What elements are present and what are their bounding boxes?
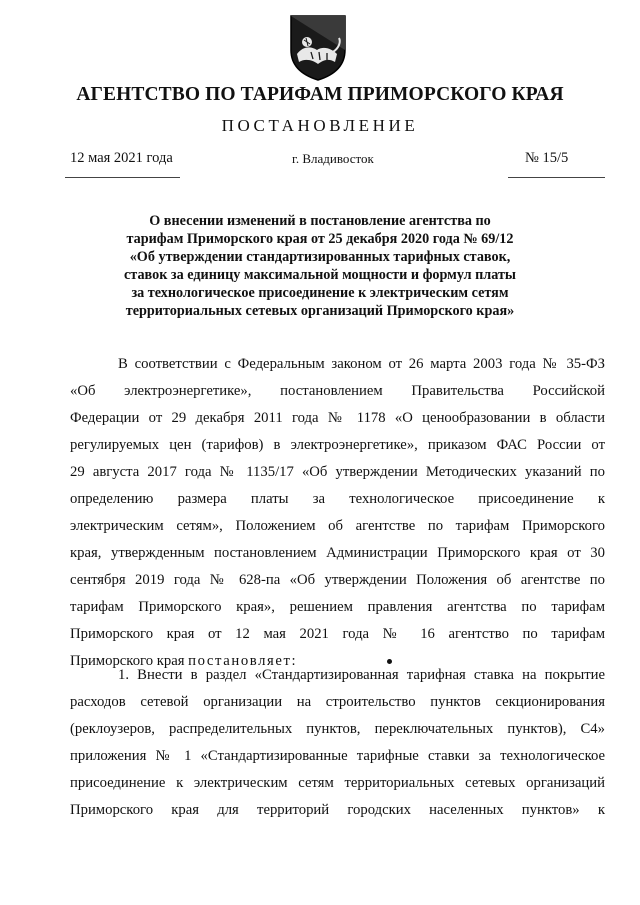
text-line: тарифам Приморского края», решением правления агентства по тарифам bbox=[70, 599, 605, 615]
text-line: присоединение к электрическим сетям территориальных сетевых организаций bbox=[70, 775, 605, 791]
text-line: 1. Внести в раздел «Стандартизированная тарифная ставка на покрытие bbox=[118, 667, 605, 683]
agency-title: АГЕНТСТВО ПО ТАРИФАМ ПРИМОРСКОГО КРАЯ bbox=[76, 84, 564, 105]
primorsky-krai-tiger-emblem-icon bbox=[287, 12, 349, 82]
number-underline bbox=[508, 177, 605, 178]
text-line: регулируемых цен (тарифов) в электроэнергетике», приказом ФАС России от bbox=[70, 437, 605, 453]
preamble-paragraph bbox=[70, 351, 605, 675]
text-line: Приморского края для территорий городских населенных пунктов» к bbox=[70, 802, 605, 818]
subject-line: О внесении изменений в постановление агентства по bbox=[149, 213, 491, 229]
text-line: Федерации от 29 декабря 2011 года № 1178 «О ценообразовании в области bbox=[70, 410, 605, 426]
text-line: «Об электроэнергетике», постановлением Правительства Российской bbox=[70, 383, 605, 399]
text-line: электрическим сетям», Положением об агентстве по тарифам Приморского bbox=[70, 518, 605, 534]
document-city: г. Владивосток bbox=[292, 151, 374, 166]
subject-line: ставок за единицу максимальной мощности и формул платы bbox=[124, 267, 516, 283]
item-1-paragraph bbox=[70, 662, 605, 824]
text-line: сентября 2019 года № 628-па «Об утверждении Положения об агентстве по bbox=[70, 572, 605, 588]
text-line: определению размера платы за технологическое присоединение к bbox=[70, 491, 605, 507]
date-underline bbox=[65, 177, 180, 178]
text-line: В соответствии с Федеральным законом от 26 марта 2003 года № 35-ФЗ bbox=[118, 356, 605, 372]
text-line: края, утвержденным постановлением Администрации Приморского края от 30 bbox=[70, 545, 605, 561]
text-line: Приморского края от 12 мая 2021 года № 16 агентство по тарифам bbox=[70, 626, 605, 642]
text-line: (реклоузеров, распределительных пунктов, переключательных пунктов), С4» bbox=[70, 721, 605, 737]
subject-line: за технологическое присоединение к электрическим сетям bbox=[131, 285, 509, 301]
text-line: расходов сетевой организации на строительство пунктов секционирования bbox=[70, 694, 605, 710]
subject-line: «Об утверждении стандартизированных тарифных ставок, bbox=[129, 249, 511, 265]
document-date: 12 мая 2021 года bbox=[70, 150, 173, 166]
document-number: № 15/5 bbox=[525, 150, 569, 166]
document-type: ПОСТАНОВЛЕНИЕ bbox=[221, 116, 419, 135]
text-line: 29 августа 2017 года № 1135/17 «Об утверждении Методических указаний по bbox=[70, 464, 605, 480]
subject-line: тарифам Приморского края от 25 декабря 2020 года № 69/12 bbox=[126, 231, 514, 247]
document-subject bbox=[80, 212, 560, 320]
final-prefix: Приморского края bbox=[70, 653, 189, 669]
resolves-word: постановляет: bbox=[188, 653, 298, 669]
subject-line: территориальных сетевых организаций Приморского края» bbox=[125, 303, 515, 319]
text-line: приложения № 1 «Стандартизированные тарифные ставки за технологическое bbox=[70, 748, 605, 764]
